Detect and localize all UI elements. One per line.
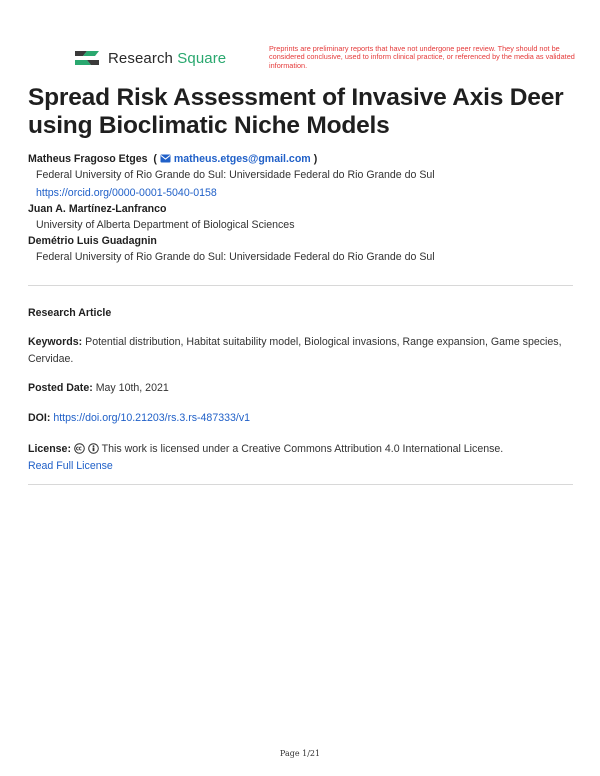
paper-title: Spread Risk Assessment of Invasive Axis Deer using Bioclimatic Niche Models bbox=[28, 84, 564, 139]
author-name: Matheus Fragoso Etges ( matheus.etges@gmail.com ) bbox=[28, 153, 318, 165]
author-1-email: matheus.etges@gmail.com bbox=[173, 153, 311, 165]
logo-text bbox=[108, 50, 226, 67]
research-square-logo[interactable] bbox=[74, 48, 226, 68]
article-type bbox=[28, 305, 573, 322]
keywords-label: Keywords: bbox=[28, 336, 83, 348]
divider bbox=[28, 484, 573, 485]
header bbox=[74, 44, 584, 80]
author-1-orcid-link[interactable]: https://orcid.org/0000-0001-5040-0158 bbox=[36, 187, 217, 199]
keywords-value: Potential distribution, Habitat suitability model, Biological invasions, Range expansion, Game species, Cervidae. bbox=[28, 336, 562, 365]
logo-word-research: Research bbox=[108, 49, 173, 67]
license-text: This work is licensed under a Creative Commons Attribution 4.0 International License. bbox=[101, 443, 504, 455]
read-full-license-link[interactable]: Read Full License bbox=[28, 460, 113, 472]
attribution-icon bbox=[88, 443, 99, 454]
license-block bbox=[28, 441, 573, 475]
author-2-affiliation: University of Alberta Department of Biological Sciences bbox=[36, 219, 295, 231]
envelope-icon bbox=[160, 154, 171, 163]
creative-commons-icon bbox=[74, 443, 85, 454]
author-3-affiliation: Federal University of Rio Grande do Sul: Universidade Federal do Rio Grande do Sul bbox=[36, 251, 435, 263]
divider bbox=[28, 285, 573, 286]
author-2-name: Juan A. Martínez-Lanfranco bbox=[28, 203, 167, 215]
preprint-disclaimer: Preprints are preliminary reports that have not undergone peer review. They should not be considered conclusive, used to inform clinical practice, or referenced by the media as validated information. bbox=[269, 44, 575, 70]
doi-link[interactable]: https://doi.org/10.21203/rs.3.rs-487333/v1 bbox=[53, 412, 251, 424]
keywords-block bbox=[28, 334, 573, 368]
doi-label: DOI: bbox=[28, 412, 51, 424]
author-1-affiliation: Federal University of Rio Grande do Sul: Universidade Federal do Rio Grande do Sul bbox=[36, 169, 435, 181]
author-3-name: Demétrio Luis Guadagnin bbox=[28, 235, 157, 247]
posted-date-block bbox=[28, 380, 573, 397]
author-list bbox=[28, 152, 578, 266]
doi-block bbox=[28, 410, 573, 427]
article-type-label: Research Article bbox=[28, 307, 112, 319]
page-number: Page 1/21 bbox=[279, 749, 321, 758]
license-label: License: bbox=[28, 443, 71, 455]
author-1-email-link[interactable] bbox=[160, 153, 314, 165]
posted-date-label: Posted Date: bbox=[28, 382, 93, 394]
author-1-name: Matheus Fragoso Etges bbox=[28, 153, 148, 165]
logo-word-square: Square bbox=[177, 49, 227, 67]
posted-date-value: May 10th, 2021 bbox=[95, 382, 169, 394]
research-square-logo-icon bbox=[74, 48, 100, 68]
